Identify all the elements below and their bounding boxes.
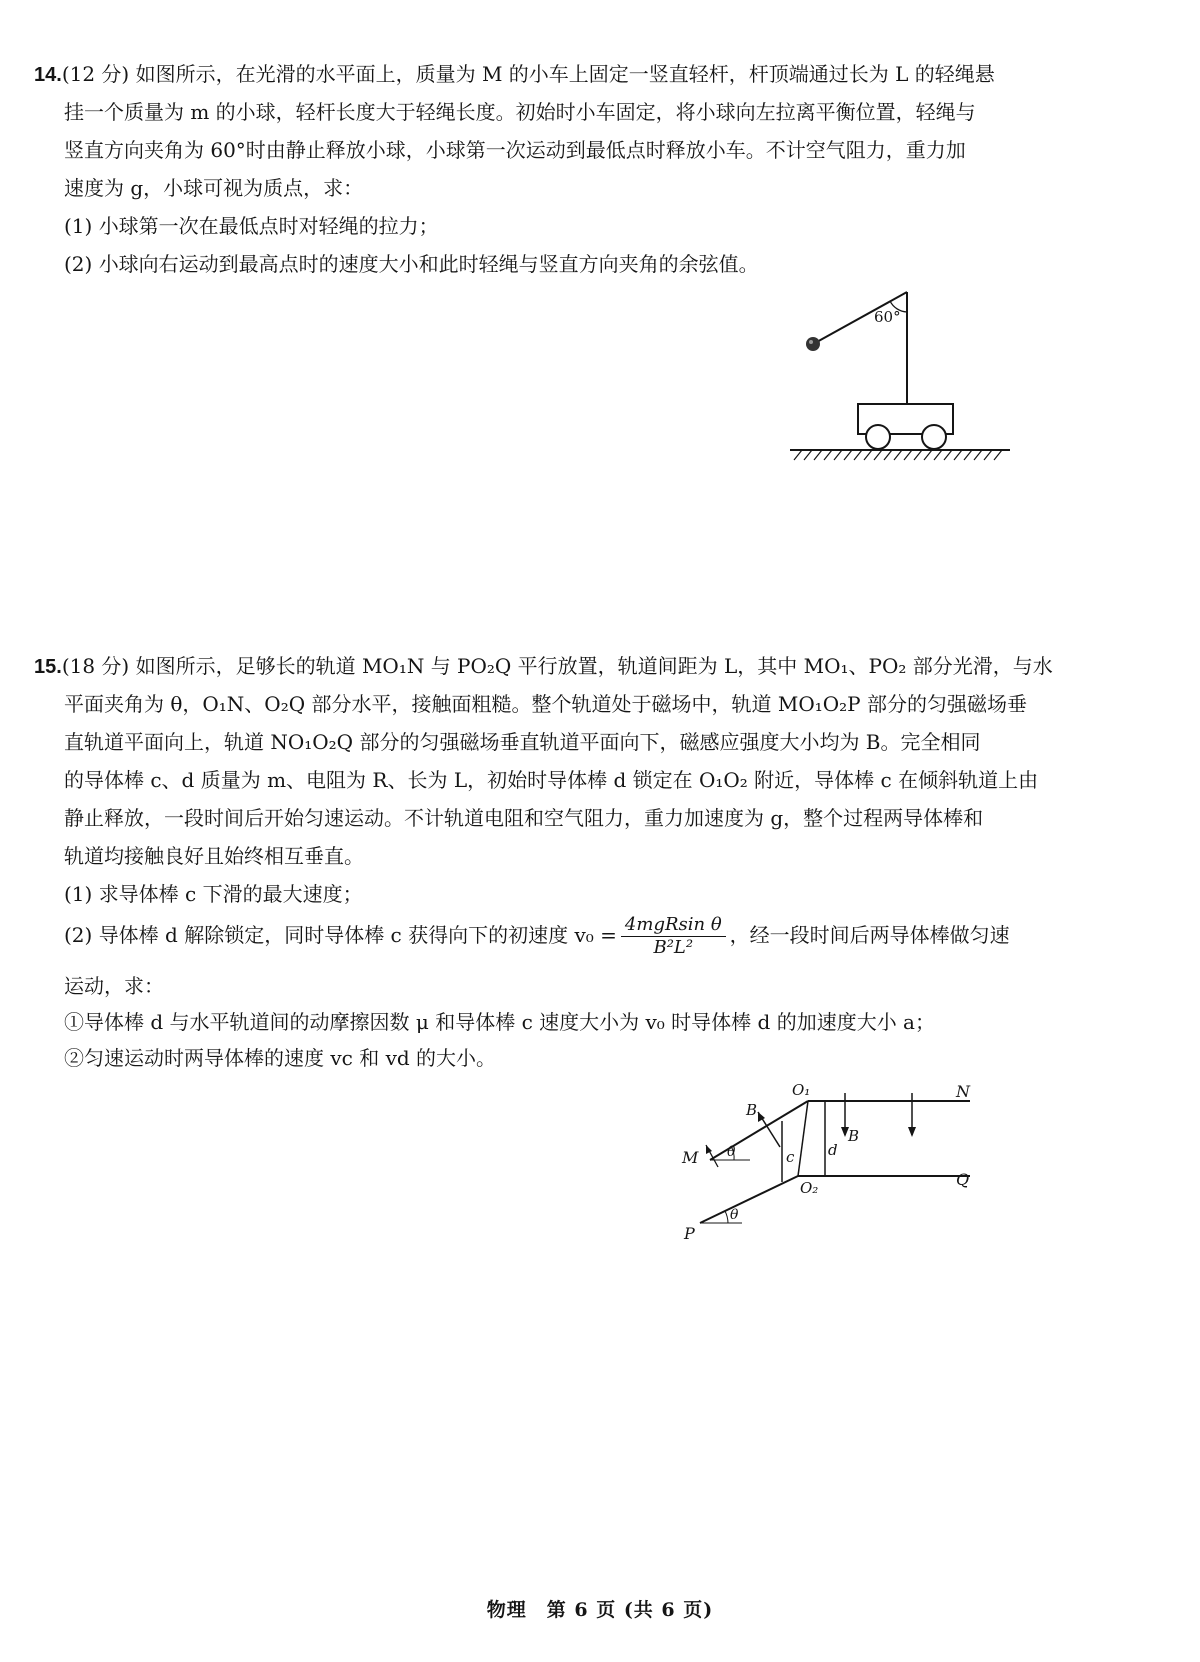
label-d: d <box>828 1141 838 1159</box>
q15-part-2-after: ，经一段时间后两导体棒做匀速 <box>729 923 1010 947</box>
label-Q: Q <box>956 1170 970 1189</box>
q15-part-2 <box>64 915 1010 958</box>
label-c: c <box>786 1148 795 1166</box>
label-O2: O₂ <box>800 1179 819 1197</box>
q15-part-2-before: (2) 导体棒 d 解除锁定，同时导体棒 c 获得向下的初速度 v₀ = <box>64 923 617 947</box>
label-M: M <box>682 1148 699 1167</box>
question-14 <box>34 60 1034 89</box>
label-O1: O₁ <box>792 1081 811 1099</box>
q15-line-4: 的导体棒 c、d 质量为 m、电阻为 R、长为 L，初始时导体棒 d 锁定在 O₁O₂ 附近，导体棒 c 在倾斜轨道上由 <box>64 768 1039 792</box>
ground-hatching <box>794 450 1002 460</box>
label-theta-m: θ <box>727 1144 736 1160</box>
q15-line-3: 直轨道平面向上，轨道 NO₁O₂Q 部分的匀强磁场垂直轨道平面向下，磁感应强度大小均为 B。完全相同 <box>64 730 981 754</box>
q14-text-1: (12 分) 如图所示，在光滑的水平面上，质量为 M 的小车上固定一竖直轻杆，杆顶端通过长为 L 的轻绳悬 <box>61 62 995 86</box>
q15-sub-2: ②匀速运动时两导体棒的速度 vc 和 vd 的大小。 <box>64 1046 497 1070</box>
q15-figure <box>670 1075 990 1245</box>
q14-line-4: 速度为 g，小球可视为质点，求： <box>64 176 364 200</box>
q15-sub-1: ①导体棒 d 与水平轨道间的动摩擦因数 μ 和导体棒 c 速度大小为 v₀ 时导体棒 d 的加速度大小 a； <box>64 1010 935 1034</box>
label-P: P <box>684 1224 695 1243</box>
wheel-left <box>866 425 890 449</box>
q14-part-1: (1) 小球第一次在最低点时对轻绳的拉力； <box>64 214 439 238</box>
label-B-left: B <box>746 1101 758 1119</box>
q15-line-6: 轨道均接触良好且始终相互垂直。 <box>64 844 364 868</box>
v0-numerator: 4mgRsin θ <box>621 915 726 937</box>
q14-line-2: 挂一个质量为 m 的小球，轻杆长度大于轻绳长度。初始时小车固定，将小球向左拉离平衡位置，轻绳与 <box>64 100 976 124</box>
v0-fraction <box>621 915 726 958</box>
line-O1O2 <box>798 1101 808 1176</box>
q14-figure <box>790 290 1030 470</box>
label-B-right: B <box>848 1127 860 1145</box>
q14-line-3: 竖直方向夹角为 60°时由静止释放小球，小球第一次运动到最低点时释放小车。不计空气阻力，重力加 <box>64 138 966 162</box>
q15-line-1 <box>34 652 1053 681</box>
label-theta-p: θ <box>730 1207 739 1223</box>
ball <box>806 337 820 351</box>
q14-part-2: (2) 小球向右运动到最高点时的速度大小和此时轻绳与竖直方向夹角的余弦值。 <box>64 252 759 276</box>
q14-number: 14. <box>34 64 62 86</box>
q15-number: 15. <box>34 656 62 678</box>
q15-line-5: 静止释放，一段时间后开始匀速运动。不计轨道电阻和空气阻力，重力加速度为 g，整个过程两导体棒和 <box>64 806 984 830</box>
wheel-right <box>922 425 946 449</box>
q15-line-2: 平面夹角为 θ，O₁N、O₂Q 部分水平，接触面粗糙。整个轨道处于磁场中，轨道 MO₁O₂P 部分的匀强磁场垂 <box>64 692 1027 716</box>
question-15 <box>34 652 1053 681</box>
label-N: N <box>956 1082 970 1101</box>
theta-arc-p <box>725 1211 728 1223</box>
q15-part-1: (1) 求导体棒 c 下滑的最大速度； <box>64 882 363 906</box>
v0-denominator: B²L² <box>653 937 694 958</box>
page-footer: 物理 第 6 页 (共 6 页) <box>486 1599 714 1621</box>
q14-line-1 <box>34 60 1034 89</box>
rail-PO2 <box>700 1176 798 1223</box>
q15-text-1: (18 分) 如图所示，足够长的轨道 MO₁N 与 PO₂Q 平行放置，轨道间距为 L，其中 MO₁、PO₂ 部分光滑，与水 <box>61 654 1053 678</box>
q15-part-2-cont: 运动，求： <box>64 974 164 998</box>
angle-label: 60° <box>874 308 901 326</box>
